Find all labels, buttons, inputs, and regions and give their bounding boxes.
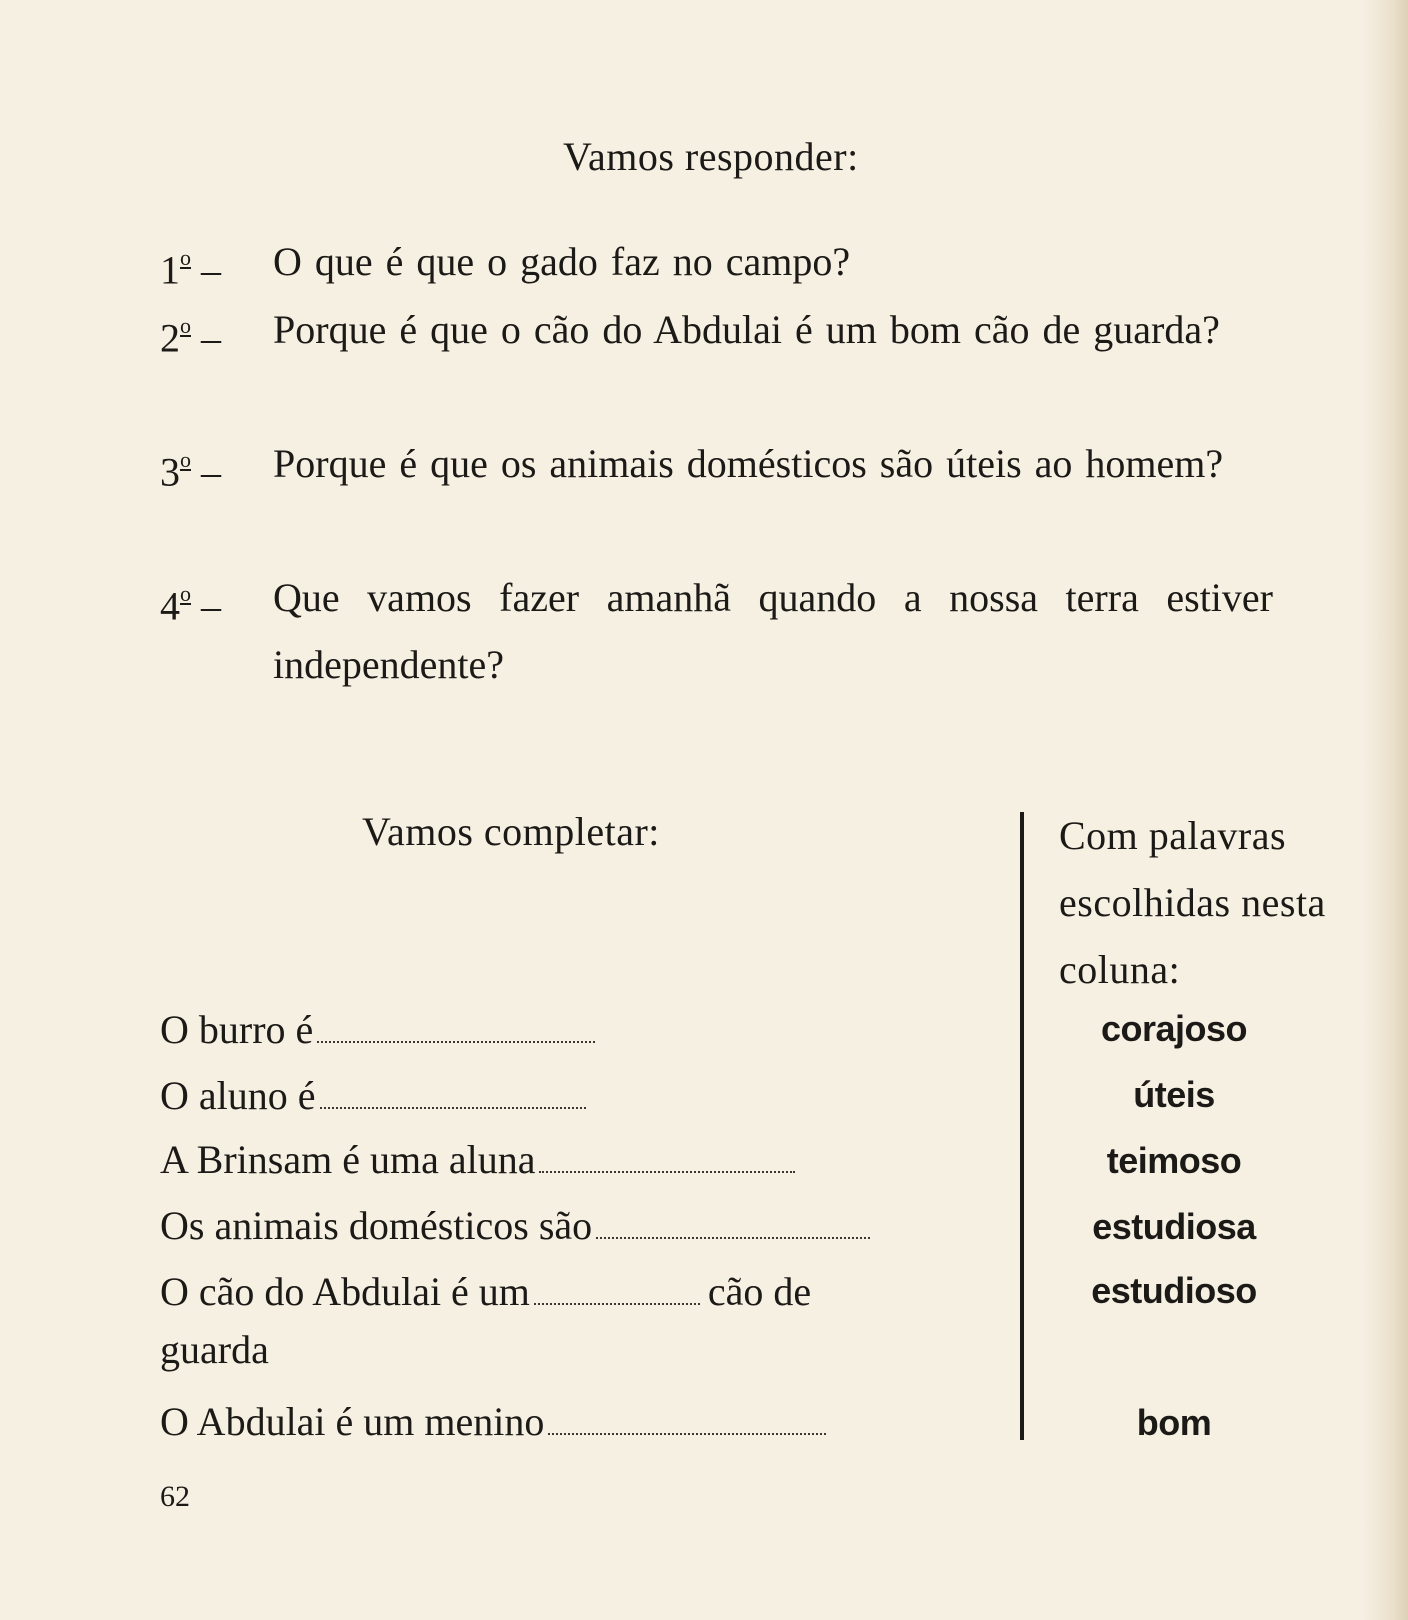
question-number: 4$^o$ – [160, 581, 221, 629]
word-option: teimoso [1106, 1140, 1242, 1181]
question-text: Porque é que o cão do Abdulai é um bom cão de guarda? [273, 307, 1220, 352]
question-number: 3$^o$ – [160, 447, 221, 495]
page-edge [1362, 0, 1408, 1620]
blank-line [596, 1237, 870, 1239]
word-option: úteis [1133, 1074, 1215, 1115]
page-number: 62 [160, 1480, 190, 1513]
sentence-text: O burro é [160, 1007, 314, 1052]
word-option: bom [1136, 1402, 1212, 1443]
word-column-title: Com palavras escolhidas nesta coluna: [1059, 813, 1326, 992]
sentence-text: O aluno é [160, 1073, 316, 1118]
blank-line [539, 1171, 795, 1173]
sentence-text: A Brinsam é uma aluna [160, 1137, 536, 1182]
word-option: estudioso [1091, 1270, 1257, 1311]
word-option: estudiosa [1092, 1206, 1256, 1247]
sentence-text: O Abdulai é um menino [160, 1399, 545, 1444]
sentence-2 [160, 1068, 594, 1124]
word-option: corajoso [1100, 1008, 1248, 1049]
blank-line [317, 1041, 595, 1043]
question-text: O que é que o gado faz no campo? [273, 239, 851, 284]
blank-line [548, 1433, 826, 1435]
responder-heading: Vamos responder: [563, 134, 859, 179]
question-number: 2$^o$ – [160, 313, 221, 361]
sentence-text: guarda [160, 1327, 269, 1372]
blank-line [534, 1303, 700, 1305]
completar-heading: Vamos completar: [362, 809, 660, 854]
sentence-text: Os animais domésticos são [160, 1203, 593, 1248]
question-text: Porque é que os animais domésticos são úteis ao homem? [273, 441, 1224, 486]
question-text: Que vamos fazer amanhã quando a nossa terra estiver independente? [273, 575, 1273, 687]
blank-line [320, 1107, 586, 1109]
sentence-4 [160, 1198, 878, 1254]
sentence-5-continuation [160, 1322, 269, 1378]
sentence-6 [160, 1394, 834, 1450]
sentence-text: O cão do Abdulai é um [160, 1269, 530, 1314]
sentence-1 [160, 1002, 603, 1058]
sentence-3 [160, 1132, 803, 1188]
question-number: 1$^o$ – [160, 245, 221, 293]
sentence-text-after: cão de [707, 1269, 812, 1314]
sentence-5 [160, 1264, 811, 1320]
column-divider [1020, 812, 1024, 1440]
